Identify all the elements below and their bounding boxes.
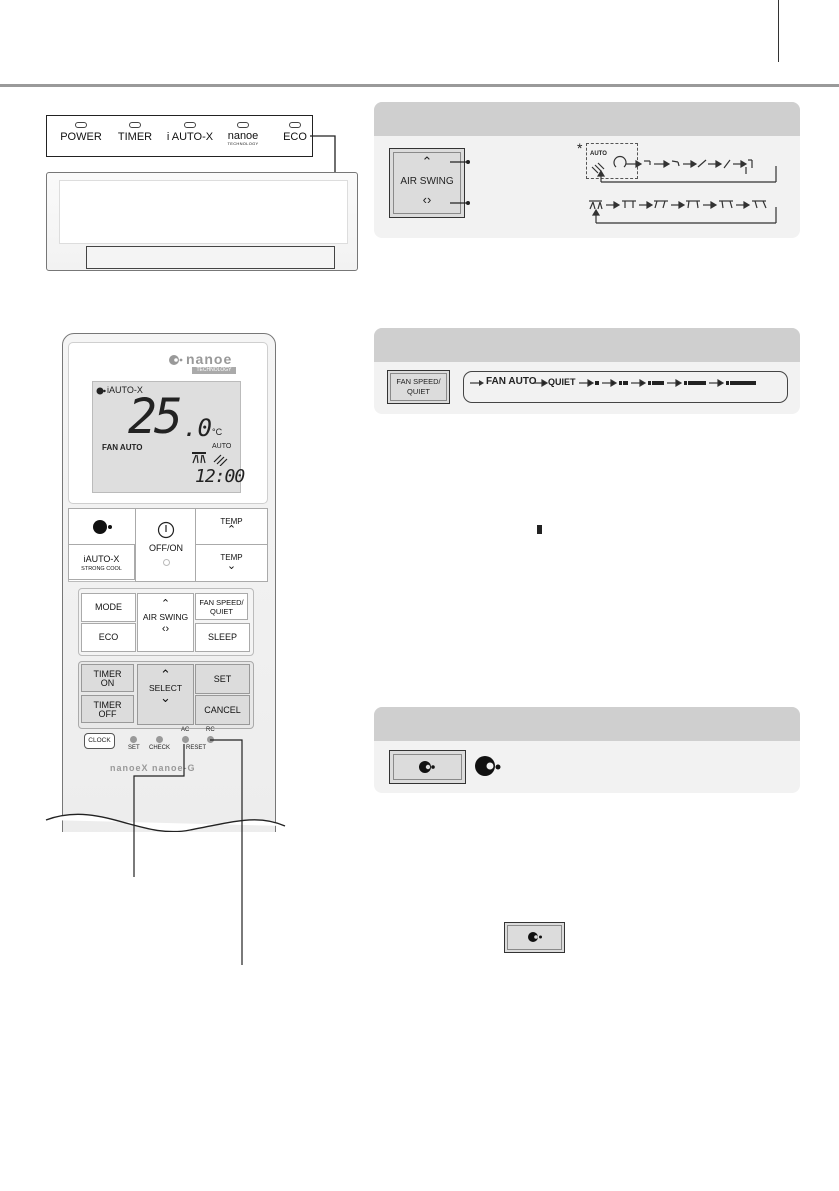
lcd-temperature: 25 — [128, 389, 180, 445]
remote-mode-button[interactable] — [81, 593, 136, 622]
set-small-label: SET — [128, 745, 140, 751]
offon-label: OFF/ON — [149, 543, 183, 553]
air-swing-button-label: AIR SWING — [400, 176, 454, 187]
remote-temp-up-button[interactable] — [195, 508, 268, 546]
lcd-fan: FAN AUTO — [102, 443, 143, 452]
remote-timer-off-button[interactable] — [81, 695, 134, 723]
remote-set-button[interactable] — [195, 664, 250, 694]
lcd-clock: 12:00 — [195, 466, 245, 487]
iautox-label: iAUTO-X — [83, 554, 120, 564]
asterisk-note: * — [577, 140, 583, 156]
chevron-lr-icon: ‹› — [422, 192, 432, 207]
indicator-panel — [46, 115, 313, 157]
nanoe-icon — [418, 759, 438, 775]
fan-button-label-2: QUIET — [407, 387, 430, 396]
indicator-label: i AUTO-X — [166, 131, 214, 143]
power-led-icon — [75, 122, 87, 128]
remote-offon-button[interactable] — [135, 508, 197, 582]
remote-fan-speed-button[interactable] — [195, 593, 248, 620]
timer-on-label-1: TIMER — [93, 669, 122, 679]
lcd-auto: AUTO — [212, 443, 232, 450]
top-divider — [0, 84, 839, 87]
remote-brand-sub: TECHNOLOGY — [192, 367, 236, 374]
air-swing-section-header — [374, 102, 800, 136]
strong-cool-label: STRONG COOL — [81, 566, 122, 572]
indicator-label: nanoe — [227, 130, 259, 142]
nanoe-icon — [527, 930, 545, 944]
chevron-up-icon: ⌃ — [160, 598, 171, 610]
chevron-down-icon: ⌄ — [160, 690, 171, 705]
lcd-swing-icons — [190, 450, 234, 466]
indicator-label: POWER — [60, 131, 102, 143]
sleep-label: SLEEP — [207, 632, 238, 642]
indicator-label: TIMER — [117, 131, 153, 143]
cancel-label: CANCEL — [204, 705, 241, 715]
fan-speed-label: FAN SPEED/ — [199, 598, 244, 607]
timer-off-label-2: OFF — [98, 709, 117, 719]
nanoe-button-reference[interactable] — [504, 922, 565, 953]
nanoe-logo-icon — [168, 354, 184, 366]
lcd-temperature-decimal: .0 — [183, 414, 212, 442]
remote-sleep-button[interactable] — [195, 623, 250, 652]
indicator-power — [51, 122, 111, 143]
chevron-up-icon: ⌃ — [421, 154, 433, 169]
arrow-right-icon — [470, 376, 484, 390]
indicator-iautox — [160, 122, 220, 143]
remote-iautox-button[interactable] — [68, 544, 135, 580]
check-small-label: CHECK — [149, 745, 171, 751]
remote-air-swing-button[interactable] — [137, 593, 194, 652]
fan-speed-section-header — [374, 328, 800, 362]
nanoe-icon — [92, 519, 114, 535]
air-swing-label: AIR SWING — [142, 612, 189, 622]
reset-small-label: RESET — [186, 745, 207, 751]
fan-sequence-quiet: QUIET — [548, 377, 576, 387]
eco-label: ECO — [98, 632, 119, 642]
horizontal-swing-sequence — [586, 193, 786, 229]
auto-swing-label: AUTO — [590, 151, 607, 157]
remote-nanoe-button[interactable] — [68, 508, 137, 546]
remote-timer-on-button[interactable] — [81, 664, 134, 692]
indicator-nanoe — [213, 122, 273, 146]
remote-temp-down-button[interactable] — [195, 544, 268, 582]
timer-on-label-2: ON — [100, 678, 115, 688]
chevron-up-icon: ⌃ — [226, 524, 237, 536]
eco-led-icon — [289, 122, 301, 128]
timer-led-icon — [129, 122, 141, 128]
nanoe-lcd-icon — [96, 387, 106, 395]
fan-level-bar-icon — [537, 525, 542, 534]
remote-select-button[interactable] — [137, 664, 194, 725]
iautox-led-icon — [184, 122, 196, 128]
header-rule — [778, 0, 779, 62]
fan-sequence-auto: FAN AUTO — [486, 376, 537, 387]
nanoe-section-header — [374, 707, 800, 741]
nanoe-indicator-icon — [474, 753, 502, 779]
chevron-down-icon: ⌄ — [226, 560, 237, 572]
lcd-mode: iAUTO-X — [107, 385, 143, 395]
set-label: SET — [213, 674, 232, 684]
quiet-label: QUIET — [210, 607, 233, 616]
indicator-sublabel: TECHNOLOGY — [227, 141, 259, 146]
temp-label: TEMP — [220, 553, 243, 562]
indicator-label: ECO — [283, 131, 307, 143]
temp-label: TEMP — [220, 517, 243, 526]
power-led-icon — [163, 559, 170, 566]
indoor-unit-front-panel — [59, 180, 348, 244]
lcd-unit: °C — [212, 427, 223, 437]
nanoe-button[interactable] — [389, 750, 466, 784]
mode-label: MODE — [95, 602, 122, 612]
fan-speed-quiet-button[interactable] — [387, 370, 450, 404]
select-label: SELECT — [148, 683, 183, 693]
remote-footer-logos: nanoeX nanoe-G — [110, 763, 196, 773]
rc-small-label: RC — [206, 727, 215, 733]
remote-brand-logo: nanoe — [186, 351, 233, 367]
remote-eco-button[interactable] — [81, 623, 136, 652]
vertical-swing-sequence — [586, 152, 786, 187]
ac-small-label: AC — [181, 727, 190, 733]
indicator-timer — [105, 122, 165, 143]
power-icon — [157, 521, 175, 539]
fan-button-label-1: FAN SPEED/ — [396, 377, 441, 386]
indoor-unit-indicator-strip — [86, 246, 335, 269]
air-swing-leader-lines — [448, 160, 478, 210]
remote-cutaway-and-leaders — [40, 720, 300, 970]
chevron-up-icon: ⌃ — [160, 667, 171, 682]
nanoe-led-icon — [237, 122, 249, 128]
timer-off-label-1: TIMER — [93, 700, 122, 710]
clock-label: CLOCK — [88, 737, 111, 744]
chevron-lr-icon: ‹› — [161, 623, 170, 635]
